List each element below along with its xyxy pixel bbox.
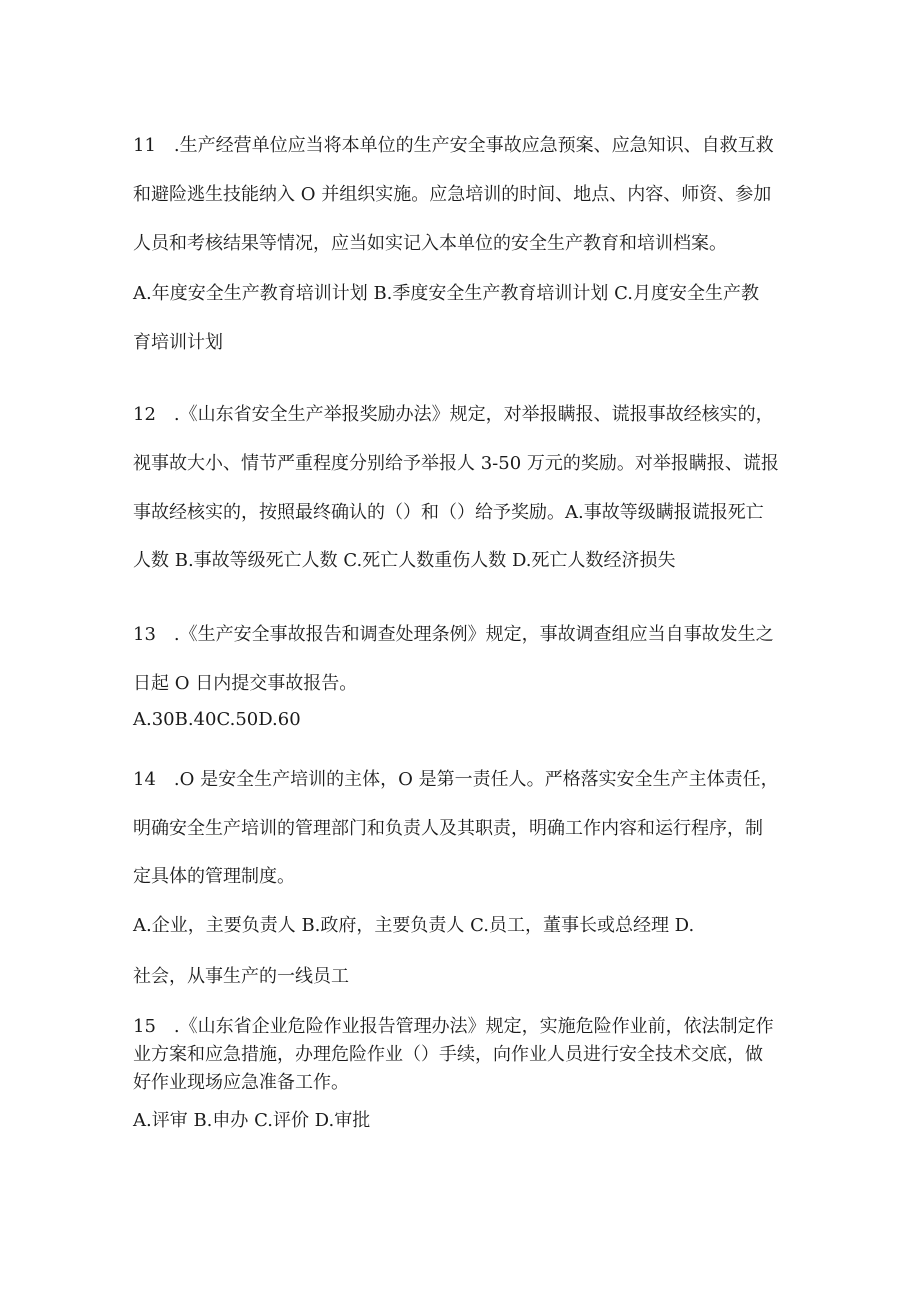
question-text-line: 12 .《山东省安全生产举报奖励办法》规定，对举报瞒报、谎报事故经核实的，: [133, 404, 774, 425]
question-options-line: A.30B.40C.50D.60: [133, 709, 301, 730]
question-options-line: 人数 B.事故等级死亡人数 C.死亡人数重伤人数 D.死亡人数经济损失: [133, 550, 676, 571]
question-options-line: 社会，从事生产的一线员工: [133, 966, 349, 987]
question-text-line: 人员和考核结果等情况，应当如实记入本单位的安全生产教育和培训档案。: [133, 233, 727, 254]
question-text-line: 15 .《山东省企业危险作业报告管理办法》规定，实施危险作业前，依法制定作: [133, 1016, 774, 1037]
question-text-line: 好作业现场应急准备工作。: [133, 1072, 349, 1093]
question-text-line: 11 .生产经营单位应当将本单位的生产安全事故应急预案、应急知识、自救互救: [133, 135, 774, 156]
question-text-line: 和避险逃生技能纳入 O 并组织实施。应急培训的时间、地点、内容、师资、参加: [133, 184, 772, 205]
question-text-line: 明确安全生产培训的管理部门和负责人及其职责，明确工作内容和运行程序，制: [133, 818, 763, 839]
question-text-line: 定具体的管理制度。: [133, 866, 295, 887]
question-text-line: 业方案和应急措施，办理危险作业（）手续，向作业人员进行安全技术交底，做: [133, 1044, 763, 1065]
question-options-line: 育培训计划: [133, 332, 223, 353]
question-options-line: A.年度安全生产教育培训计划 B.季度安全生产教育培训计划 C.月度安全生产教: [133, 283, 759, 304]
question-text-line: 事故经核实的，按照最终确认的（）和（）给予奖励。A.事故等级瞒报谎报死亡: [133, 502, 764, 523]
question-options-line: A.评审 B.申办 C.评价 D.审批: [133, 1110, 371, 1131]
question-text-line: 13 .《生产安全事故报告和调查处理条例》规定，事故调查组应当自事故发生之: [133, 624, 774, 645]
question-options-line: A.企业，主要负责人 B.政府，主要负责人 C.员工，董事长或总经理 D.: [133, 915, 695, 936]
question-text-line: 14 .O 是安全生产培训的主体，O 是第一责任人。严格落实安全生产主体责任，: [133, 769, 779, 790]
question-text-line: 日起 O 日内提交事故报告。: [133, 673, 358, 694]
question-text-line: 视事故大小、情节严重程度分别给予举报人 3-50 万元的奖励。对举报瞒报、谎报: [133, 453, 779, 474]
